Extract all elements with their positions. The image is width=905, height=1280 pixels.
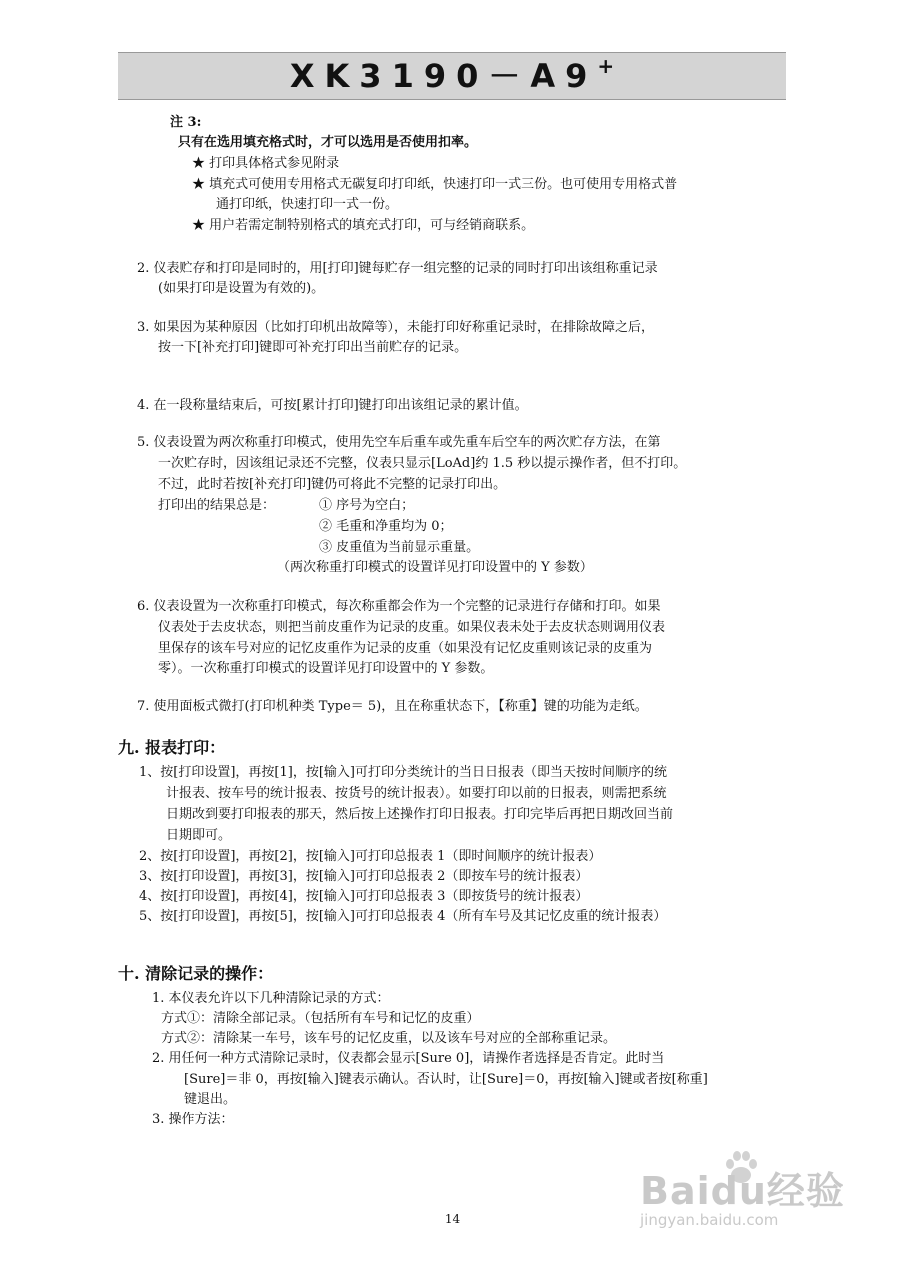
section-9-line: 3、按[打印设置]，再按[3]，按[输入]可打印总报表 2（即按车号的统计报表） [139,869,589,884]
watermark-url: jingyan.baidu.com [640,1211,779,1229]
section-10-line: [Sure]＝非 0，再按[输入]键表示确认。否认时，让[Sure]＝0，再按[输入]键或者按[称重] [184,1072,708,1087]
item-6-line: 仪表处于去皮状态，则把当前皮重作为记录的皮重。如果仪表未处于去皮状态则调用仪表 [158,620,666,635]
baidu-watermark [640,1160,845,1229]
item-3-line: 3. 如果因为某种原因（比如打印机出故障等），未能打印好称重记录时，在排除故障之后， [137,320,655,335]
item-5-note: （两次称重打印模式的设置详见打印设置中的 Y 参数） [277,560,593,575]
item-4-line: 4. 在一段称量结束后，可按[累计打印]键打印出该组记录的累计值。 [137,398,528,413]
note3-bullet: ★ 打印具体格式参见附录 [192,156,340,171]
section-9-line: 4、按[打印设置]，再按[4]，按[输入]可打印总报表 3（即按货号的统计报表） [139,889,589,904]
item-2-line: 2. 仪表贮存和打印是同时的，用[打印]键每贮存一组完整的记录的同时打印出该组称重记录 [137,261,658,276]
item-5-result: ① 序号为空白； [319,498,415,513]
item-7-line: 7. 使用面板式微打(打印机种类 Type＝ 5)，且在称重状态下，【称重】键的功能为走纸。 [137,699,648,714]
section-10-line: 1. 本仪表允许以下几种清除记录的方式： [152,991,390,1006]
item-5-line: 一次贮存时，因该组记录还不完整，仪表只显示[LoAd]约 1.5 秒以提示操作者，但不打印。 [158,456,687,471]
section-10-line: 方式①：清除全部记录。（包括所有车号和记忆的皮重） [161,1011,480,1026]
note3-bullet-cont: 通打印纸，快速打印一式一份。 [216,197,399,212]
section-10-line: 3. 操作方法： [152,1112,234,1127]
section-9-line: 2、按[打印设置]，再按[2]，按[输入]可打印总报表 1（即时间顺序的统计报表） [139,849,602,864]
section-9-line: 日期即可。 [166,828,232,843]
note3-label: 注 3: [170,115,202,130]
item-5-result: ③ 皮重值为当前显示重量。 [319,540,480,555]
note3-bullet: ★ 用户若需定制特别格式的填充式打印，可与经销商联系。 [192,218,535,233]
section-10-line: 2. 用任何一种方式清除记录时，仪表都会显示[Sure 0]，请操作者选择是否肯定。此时当 [152,1051,665,1066]
item-5-result: ② 毛重和净重均为 0； [319,519,453,534]
watermark-logo: Baidu经验 [640,1169,845,1213]
page-number: 14 [444,1212,461,1226]
item-6-line: 6. 仪表设置为一次称重打印模式，每次称重都会作为一个完整的记录进行存储和打印。如果 [137,599,661,614]
section-10-line: 方式②：清除某一车号，该车号的记忆皮重，以及该车号对应的全部称重记录。 [161,1031,617,1046]
section-9-heading: 九. 报表打印： [118,738,226,757]
item-5-line: 不过，此时若按[补充打印]键仍可将此不完整的记录打印出。 [158,477,507,492]
note3-bullet: ★ 填充式可使用专用格式无碳复印打印纸，快速打印一式三份。也可使用专用格式普 [192,177,678,192]
section-10-line: 键退出。 [184,1092,237,1107]
section-9-line: 计报表、按车号的统计报表、按货号的统计报表）。如要打印以前的日报表，则需把系统 [166,786,667,801]
item-6-line: 零）。一次称重打印模式的设置详见打印设置中的 Y 参数。 [158,661,494,676]
item-2-line: (如果打印是设置为有效的)。 [158,281,325,296]
section-9-line: 1、按[打印设置]，再按[1]，按[输入]可打印分类统计的当日日报表（即当天按时间顺序的统 [139,765,667,780]
section-9-line: 5、按[打印设置]，再按[5]，按[输入]可打印总报表 4（所有车号及其记忆皮重的统计报表） [139,909,667,924]
document-header-bar [118,52,786,100]
section-9-line: 日期改到要打印报表的那天，然后按上述操作打印日报表。打印完毕后再把日期改回当前 [166,807,674,822]
title-superscript: + [597,54,615,78]
item-5-line: 5. 仪表设置为两次称重打印模式，使用先空车后重车或先重车后空车的两次贮存方法，在第 [137,435,661,450]
section-10-heading: 十. 清除记录的操作： [118,964,274,983]
item-6-line: 里保存的该车号对应的记忆皮重作为记录的皮重（如果没有记忆皮重则该记录的皮重为 [158,641,653,656]
note3-bold-text: 只有在选用填充格式时，才可以选用是否使用扣率。 [178,135,478,150]
document-title: XK3190－A9+ [289,54,615,95]
item-3-line: 按一下[补充打印]键即可补充打印出当前贮存的记录。 [158,340,468,355]
item-5-line: 打印出的结果总是： [158,498,276,513]
